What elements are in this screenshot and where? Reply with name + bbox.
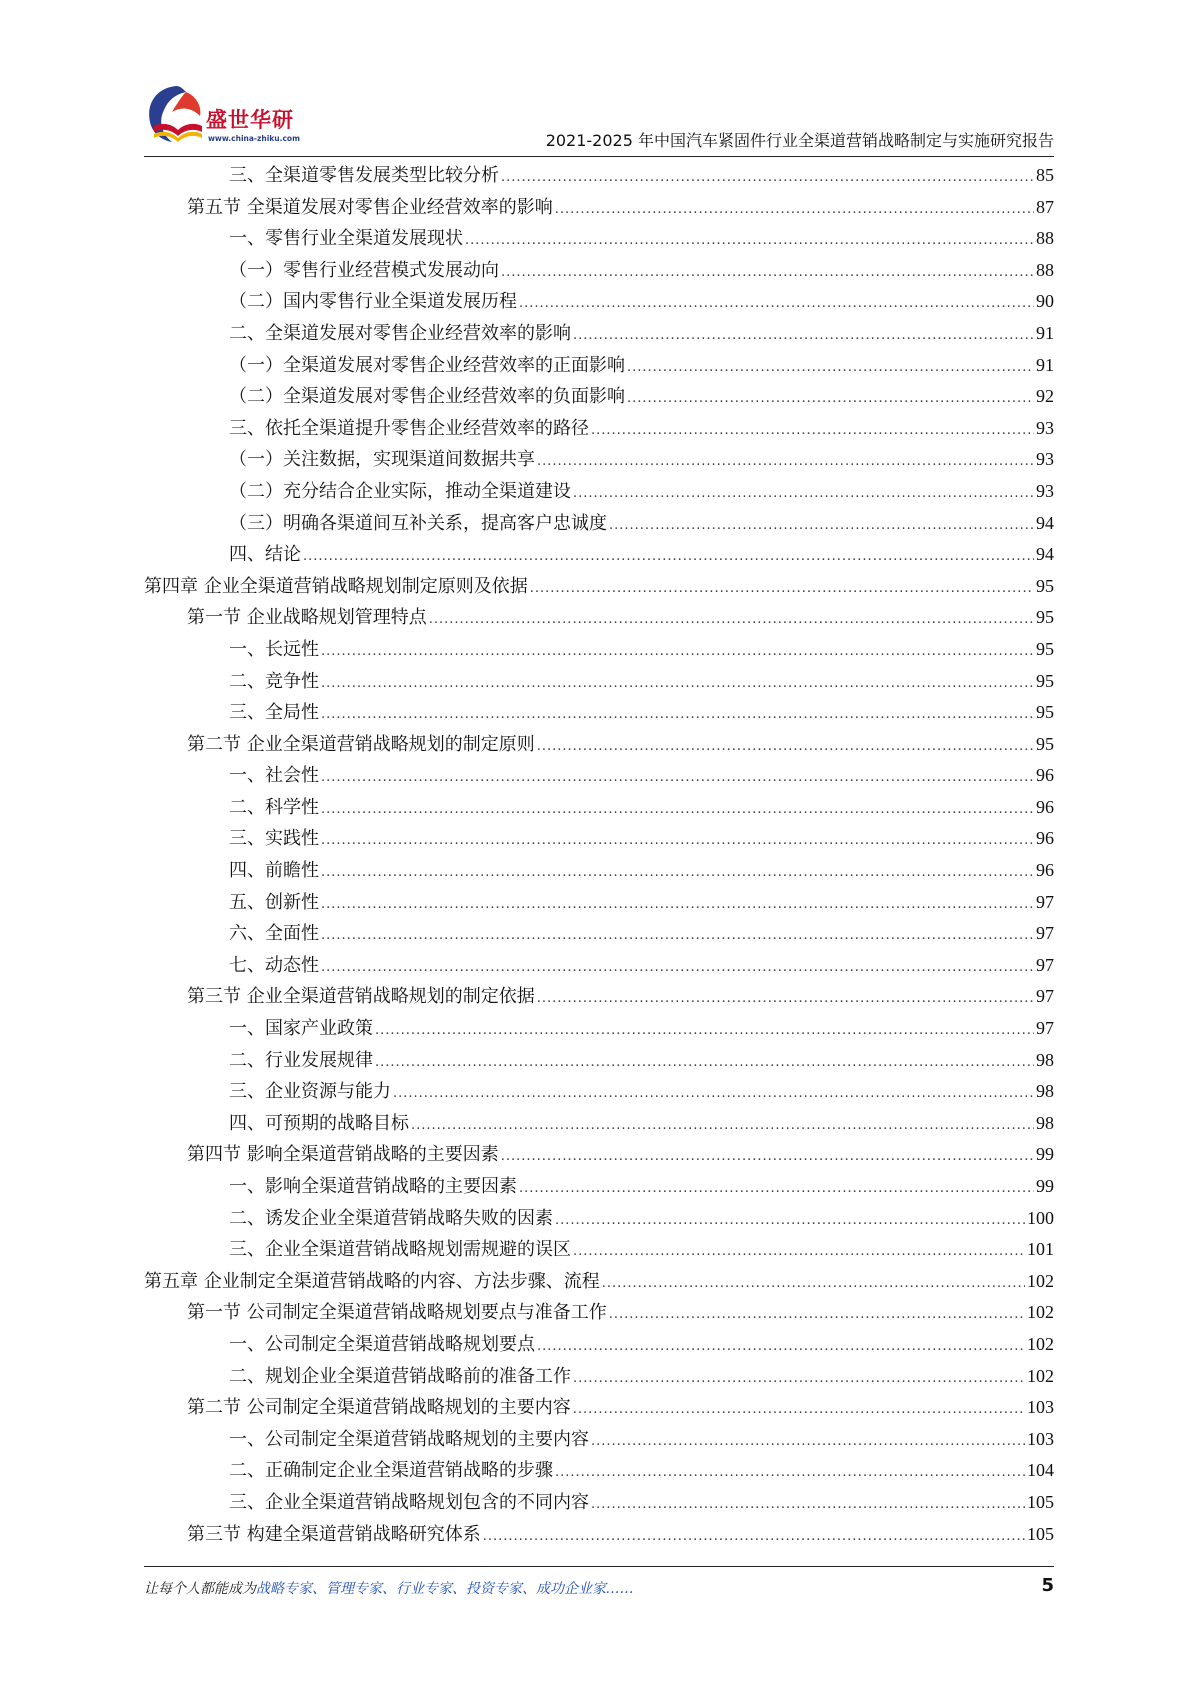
toc-entry[interactable] xyxy=(144,255,1054,287)
toc-entry-page: 99 xyxy=(1036,1176,1054,1196)
toc-dot-leader xyxy=(321,889,1034,921)
toc-entry-label: 第三节 企业全渠道营销战略规划的制定依据 xyxy=(187,986,535,1008)
toc-entry[interactable] xyxy=(144,1013,1054,1045)
report-title: 2021-2025 年中国汽车紧固件行业全渠道营销战略制定与实施研究报告 xyxy=(545,131,1054,150)
toc-entry-page: 99 xyxy=(1036,1144,1054,1165)
toc-dot-leader xyxy=(465,225,1034,257)
toc-entry[interactable] xyxy=(144,1487,1054,1519)
toc-entry[interactable] xyxy=(144,855,1054,887)
toc-entry-page: 97 xyxy=(1036,923,1054,944)
toc-entry[interactable] xyxy=(144,1329,1054,1361)
toc-entry[interactable] xyxy=(144,1045,1054,1077)
toc-dot-leader xyxy=(573,478,1034,510)
toc-dot-leader xyxy=(537,1331,1025,1363)
toc-entry-label: （二）全渠道发展对零售企业经营效率的负面影响 xyxy=(229,386,625,408)
toc-entry[interactable] xyxy=(144,1108,1054,1140)
toc-entry[interactable] xyxy=(144,1234,1054,1266)
toc-entry[interactable] xyxy=(144,413,1054,445)
toc-entry-label: 第二节 企业全渠道营销战略规划的制定原则 xyxy=(187,733,535,755)
toc-entry[interactable] xyxy=(144,1455,1054,1487)
toc-entry-label: 一、影响全渠道营销战略的主要因素 xyxy=(229,1176,517,1197)
toc-dot-leader xyxy=(602,1268,1025,1300)
toc-entry-label: 三、企业全渠道营销战略规划包含的不同内容 xyxy=(229,1491,589,1513)
toc-dot-leader xyxy=(321,920,1034,952)
toc-entry[interactable] xyxy=(144,1519,1054,1551)
toc-dot-leader xyxy=(321,668,1034,700)
toc-entry-page: 88 xyxy=(1036,259,1054,280)
toc-dot-leader xyxy=(501,257,1034,289)
logo-url: www.china-zhiku.com xyxy=(208,134,300,143)
header-divider xyxy=(144,156,1054,157)
toc-dot-leader xyxy=(321,794,1034,826)
toc-entry-label: 七、动态性 xyxy=(229,954,319,976)
toc-entry-page: 95 xyxy=(1036,607,1054,628)
toc-dot-leader xyxy=(303,541,1034,573)
toc-entry[interactable] xyxy=(144,1424,1054,1456)
toc-entry[interactable] xyxy=(144,1297,1054,1329)
toc-entry[interactable] xyxy=(144,476,1054,508)
toc-entry-label: 一、长远性 xyxy=(229,638,319,660)
toc-dot-leader xyxy=(537,731,1034,763)
toc-entry-page: 97 xyxy=(1036,1018,1054,1039)
toc-entry-page: 102 xyxy=(1027,1365,1054,1386)
toc-entry-page: 98 xyxy=(1036,1081,1054,1102)
toc-entry-label: 二、全渠道发展对零售企业经营效率的影响 xyxy=(229,322,571,344)
toc-dot-leader xyxy=(573,1236,1025,1268)
toc-dot-leader xyxy=(627,383,1034,415)
toc-entry-page: 85 xyxy=(1036,165,1054,185)
toc-entry-label: 二、科学性 xyxy=(229,796,319,818)
toc-entry[interactable] xyxy=(144,634,1054,666)
toc-dot-leader xyxy=(375,1047,1034,1079)
toc-entry-page: 102 xyxy=(1027,1302,1054,1323)
toc-dot-leader xyxy=(429,604,1034,636)
toc-entry-page: 100 xyxy=(1027,1207,1054,1228)
toc-entry-label: 二、诱发企业全渠道营销战略失败的因素 xyxy=(229,1207,553,1229)
toc-dot-leader xyxy=(573,320,1034,352)
toc-entry-label: 第四章 企业全渠道营销战略规划制定原则及依据 xyxy=(144,575,528,597)
toc-entry-label: 二、正确制定企业全渠道营销战略的步骤 xyxy=(229,1460,553,1482)
toc-dot-leader xyxy=(375,1015,1034,1047)
toc-entry[interactable] xyxy=(144,444,1054,476)
toc-entry-label: （一）关注数据，实现渠道间数据共享 xyxy=(229,449,535,471)
toc-entry[interactable] xyxy=(144,539,1054,571)
toc-entry-label: 第五节 全渠道发展对零售企业经营效率的影响 xyxy=(187,196,553,218)
toc-entry[interactable] xyxy=(144,1139,1054,1171)
toc-entry-label: 一、零售行业全渠道发展现状 xyxy=(229,228,463,250)
toc-entry-page: 102 xyxy=(1027,1333,1054,1354)
toc-entry[interactable] xyxy=(144,160,1054,192)
toc-entry[interactable] xyxy=(144,192,1054,224)
toc-entry[interactable] xyxy=(144,508,1054,540)
toc-entry[interactable] xyxy=(144,1171,1054,1203)
toc-entry-label: 三、全渠道零售发展类型比较分析 xyxy=(229,165,499,186)
toc-dot-leader xyxy=(321,762,1034,794)
toc-entry-label: 三、依托全渠道提升零售企业经营效率的路径 xyxy=(229,417,589,439)
toc-entry[interactable] xyxy=(144,602,1054,634)
toc-entry-label: 四、结论 xyxy=(229,544,301,566)
toc-entry[interactable] xyxy=(144,918,1054,950)
toc-entry-page: 96 xyxy=(1036,796,1054,817)
toc-entry[interactable] xyxy=(144,571,1054,603)
toc-entry[interactable] xyxy=(144,697,1054,729)
toc-entry-label: （一）全渠道发展对零售企业经营效率的正面影响 xyxy=(229,354,625,376)
toc-dot-leader xyxy=(591,1489,1025,1521)
toc-entry-page: 96 xyxy=(1036,828,1054,849)
toc-entry-label: 二、竞争性 xyxy=(229,670,319,692)
toc-dot-leader xyxy=(555,1205,1025,1237)
toc-entry-page: 96 xyxy=(1036,765,1054,786)
page-number: 5 xyxy=(1041,1575,1054,1596)
toc-dot-leader xyxy=(321,825,1034,857)
toc-entry-page: 93 xyxy=(1036,449,1054,470)
toc-entry[interactable] xyxy=(144,823,1054,855)
toc-entry-page: 98 xyxy=(1036,1112,1054,1133)
toc-entry-page: 90 xyxy=(1036,291,1054,312)
toc-entry[interactable] xyxy=(144,381,1054,413)
toc-entry[interactable] xyxy=(144,223,1054,255)
toc-entry[interactable] xyxy=(144,1392,1054,1424)
toc-entry-page: 98 xyxy=(1036,1049,1054,1070)
toc-dot-leader xyxy=(501,162,1034,194)
table-of-contents xyxy=(144,160,1054,1550)
toc-entry[interactable] xyxy=(144,792,1054,824)
toc-entry-page: 95 xyxy=(1036,702,1054,723)
toc-dot-leader xyxy=(591,415,1034,447)
toc-entry-page: 102 xyxy=(1027,1270,1054,1291)
toc-dot-leader xyxy=(519,288,1034,320)
toc-entry-page: 93 xyxy=(1036,480,1054,501)
toc-dot-leader xyxy=(393,1078,1034,1110)
toc-dot-leader xyxy=(555,1457,1025,1489)
footer-slogan-prefix: 让每个人都能成为 xyxy=(144,1581,256,1597)
toc-entry-page: 92 xyxy=(1036,386,1054,407)
toc-entry-label: 第五章 企业制定全渠道营销战略的内容、方法步骤、流程 xyxy=(144,1270,600,1292)
footer-slogan xyxy=(144,1578,634,1598)
company-logo xyxy=(142,82,322,152)
toc-entry-label: 三、企业全渠道营销战略规划需规避的误区 xyxy=(229,1239,571,1261)
toc-entry-label: 一、国家产业政策 xyxy=(229,1018,373,1040)
toc-entry[interactable] xyxy=(144,981,1054,1013)
toc-dot-leader xyxy=(627,352,1034,384)
toc-entry-label: 二、规划企业全渠道营销战略前的准备工作 xyxy=(229,1365,571,1387)
toc-entry-label: （一）零售行业经营模式发展动向 xyxy=(229,259,499,281)
toc-entry-page: 91 xyxy=(1036,354,1054,375)
toc-entry-page: 95 xyxy=(1036,670,1054,691)
toc-entry-label: 二、行业发展规律 xyxy=(229,1049,373,1071)
toc-entry-label: 三、全局性 xyxy=(229,702,319,724)
toc-entry-page: 105 xyxy=(1027,1491,1054,1512)
toc-entry[interactable] xyxy=(144,1266,1054,1298)
toc-dot-leader xyxy=(537,983,1034,1015)
toc-entry-page: 95 xyxy=(1036,575,1054,596)
toc-dot-leader xyxy=(573,1363,1025,1395)
toc-entry-label: 三、实践性 xyxy=(229,828,319,850)
toc-entry[interactable] xyxy=(144,318,1054,350)
toc-dot-leader xyxy=(537,446,1034,478)
toc-entry-label: （二）充分结合企业实际，推动全渠道建设 xyxy=(229,480,571,502)
toc-entry[interactable] xyxy=(144,286,1054,318)
toc-entry-page: 94 xyxy=(1036,512,1054,533)
toc-entry-page: 93 xyxy=(1036,417,1054,438)
toc-entry[interactable] xyxy=(144,1203,1054,1235)
footer-slogan-highlight: 战略专家、管理专家、行业专家、投资专家、成功企业家…… xyxy=(256,1581,634,1597)
toc-dot-leader xyxy=(321,699,1034,731)
toc-entry[interactable] xyxy=(144,950,1054,982)
toc-entry-page: 97 xyxy=(1036,891,1054,912)
toc-entry-page: 104 xyxy=(1027,1460,1054,1481)
toc-dot-leader xyxy=(609,510,1034,542)
toc-entry[interactable] xyxy=(144,1076,1054,1108)
toc-entry-page: 97 xyxy=(1036,986,1054,1007)
toc-entry-page: 95 xyxy=(1036,638,1054,659)
toc-entry-label: 第四节 影响全渠道营销战略的主要因素 xyxy=(187,1144,499,1166)
toc-entry-page: 87 xyxy=(1036,196,1054,217)
toc-entry-label: 五、创新性 xyxy=(229,891,319,913)
toc-entry-label: 三、企业资源与能力 xyxy=(229,1081,391,1103)
toc-entry-label: 四、前瞻性 xyxy=(229,860,319,882)
toc-dot-leader xyxy=(501,1141,1034,1173)
toc-entry[interactable] xyxy=(144,760,1054,792)
toc-entry[interactable] xyxy=(144,887,1054,919)
toc-dot-leader xyxy=(591,1426,1025,1458)
toc-entry-label: 一、公司制定全渠道营销战略规划的主要内容 xyxy=(229,1428,589,1450)
toc-entry-label: 一、社会性 xyxy=(229,765,319,787)
toc-entry-page: 91 xyxy=(1036,322,1054,343)
toc-entry-page: 101 xyxy=(1027,1239,1054,1260)
toc-dot-leader xyxy=(321,952,1034,984)
toc-entry-page: 103 xyxy=(1027,1397,1054,1418)
toc-entry-page: 103 xyxy=(1027,1428,1054,1449)
toc-entry-label: 第三节 构建全渠道营销战略研究体系 xyxy=(187,1523,481,1545)
footer-divider xyxy=(144,1566,1054,1567)
toc-entry-page: 95 xyxy=(1036,733,1054,754)
toc-dot-leader xyxy=(483,1521,1025,1553)
toc-dot-leader xyxy=(321,857,1034,889)
toc-dot-leader xyxy=(530,573,1034,605)
toc-entry[interactable] xyxy=(144,350,1054,382)
page-header xyxy=(0,0,1191,160)
toc-entry-label: 第一节 公司制定全渠道营销战略规划要点与准备工作 xyxy=(187,1302,607,1324)
toc-dot-leader xyxy=(573,1394,1025,1426)
logo-emblem-icon xyxy=(142,82,210,148)
toc-entry-label: 第二节 公司制定全渠道营销战略规划的主要内容 xyxy=(187,1397,571,1419)
toc-entry-label: （三）明确各渠道间互补关系，提高客户忠诚度 xyxy=(229,512,607,534)
toc-entry-label: （二）国内零售行业全渠道发展历程 xyxy=(229,291,517,313)
toc-dot-leader xyxy=(609,1299,1025,1331)
toc-entry-page: 105 xyxy=(1027,1523,1054,1544)
toc-entry-page: 94 xyxy=(1036,544,1054,565)
toc-entry[interactable] xyxy=(144,729,1054,761)
toc-entry[interactable] xyxy=(144,1361,1054,1393)
toc-entry-page: 97 xyxy=(1036,954,1054,975)
toc-entry[interactable] xyxy=(144,666,1054,698)
toc-entry-label: 第一节 企业战略规划管理特点 xyxy=(187,607,427,629)
toc-dot-leader xyxy=(411,1110,1034,1142)
toc-dot-leader xyxy=(321,636,1034,668)
toc-entry-label: 四、可预期的战略目标 xyxy=(229,1112,409,1134)
toc-entry-label: 一、公司制定全渠道营销战略规划要点 xyxy=(229,1333,535,1355)
toc-entry-label: 六、全面性 xyxy=(229,923,319,945)
toc-entry-page: 96 xyxy=(1036,860,1054,881)
toc-dot-leader xyxy=(555,194,1034,226)
toc-entry-page: 88 xyxy=(1036,228,1054,249)
logo-name: 盛世华研 xyxy=(206,108,294,132)
toc-dot-leader xyxy=(519,1173,1034,1205)
